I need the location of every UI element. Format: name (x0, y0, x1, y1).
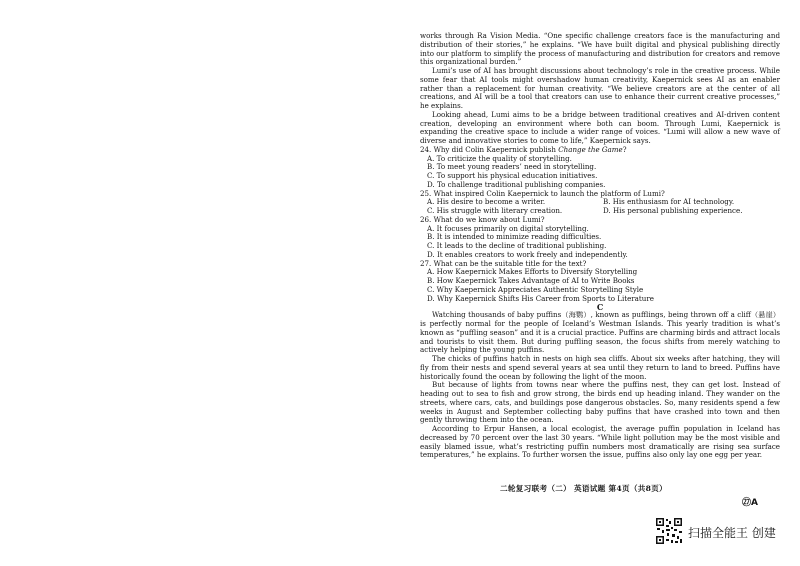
question-25-option-b[interactable]: B. His enthusiasm for AI technology. (603, 197, 735, 207)
question-number: 26. (420, 214, 432, 224)
question-27-option-d[interactable]: D. Why Kaepernick Shifts His Career from Sports to Literature (427, 293, 654, 303)
question-24-option-a[interactable]: A. To criticize the quality of storytelling. (427, 153, 572, 163)
question-number: 24. (420, 144, 432, 154)
corner-mark: ㉗A (742, 498, 758, 508)
question-stem: What can be the suitable title for the text? (433, 258, 587, 268)
scanner-brand-label: 扫描全能王 创建 (688, 526, 776, 540)
passage-b-paragraph-2: Lumi’s use of AI has brought discussions about technology’s role in the creative process. While some fear that AI tools might overshadow human creativity, Kaepernick sees AI as an enabler rather than a replacement for human creativity. “We believe creators are at the center of all creations, and AI will be a tool that creators can use to enhance their current creative processes,” he explains. (420, 66, 780, 110)
book-title: Change the Game (558, 144, 623, 154)
page-footer: 二轮复习联考（二） 英语试题 第4页（共8页） (500, 484, 668, 493)
passage-c-paragraph-1: Watching thousands of baby puffins（海鹦）, known as pufflings, being thrown off a cliff（悬崖）is perfectly normal for the people of Iceland’s Westman Islands. This yearly tradition is what’s known as “puffling season” and it is a crucial practice. Puffins are charming birds and attract locals and tourists to visit them. But during puffling season, the focus shifts from merely watching to actively helping the young puffins. (420, 310, 780, 355)
question-27-option-a[interactable]: A. How Kaepernick Makes Efforts to Diversify Storytelling (427, 267, 638, 277)
passage-b-paragraph-1: works through Ra Vision Media. “One specific challenge creators face is the manufacturing and distribution of their stories,” he explains. “We have built digital and physical publishing directly into our platform to simplify the process of manufacturing and distribution for creators and remove this organizational burden.” (420, 31, 780, 67)
question-stem: What inspired Colin Kaepernick to launch the platform of Lumi? (433, 188, 665, 198)
question-number: 27. (420, 258, 432, 268)
passage-c-paragraph-4: According to Erpur Hansen, a local ecologist, the average puffin population in Iceland has decreased by 70 percent over the last 30 years. “While light pollution may be the most visible and easily blamed issue, what’s restricting puffin numbers most dramatically are rising sea surface temperatures,” he explains. To further worsen the issue, puffins also only lay one egg per year. (420, 424, 780, 460)
section-c-heading: C (596, 302, 604, 313)
qr-code-icon (655, 517, 683, 545)
question-25-option-c[interactable]: C. His struggle with literary creation. (427, 206, 563, 215)
question-stem: What do we know about Lumi? (433, 214, 545, 224)
question-24-option-c[interactable]: C. To support his physical education initiatives. (427, 171, 598, 180)
passage-b-paragraph-3: Looking ahead, Lumi aims to be a bridge between traditional creatives and AI-driven content creation, developing an environment where both can boom. Through Lumi, Kaepernick is expanding the creative space to include a wider range of voices. “Lumi will allow a new wave of diverse and innovative stories to come to life,” Kaepernick says. (420, 109, 780, 145)
question-25-option-a[interactable]: A. His desire to become a writer. (427, 197, 546, 207)
question-27-option-c[interactable]: C. Why Kaepernick Appreciates Authentic Storytelling Style (427, 284, 644, 294)
question-24-option-d[interactable]: D. To challenge traditional publishing companies. (427, 179, 606, 189)
question-24-option-b[interactable]: B. To meet young readers’ need in storytelling. (427, 162, 597, 172)
reading-column (420, 32, 780, 460)
question-26-option-a[interactable]: A. It focuses primarily on digital storytelling. (427, 223, 589, 233)
passage-c-paragraph-3: But because of lights from towns near where the puffins nest, they can get lost. Instead of heading out to sea to fish and grow strong, the birds end up heading inland. They wander on the streets, where cars, cats, and buildings pose dangerous obstacles. So, many residents spend a few weeks in August and September collecting baby puffins that have crashed into town and then gently throwing them into the ocean. (420, 380, 780, 425)
question-25-option-d[interactable]: D. His personal publishing experience. (603, 206, 743, 215)
question-number: 25. (420, 188, 432, 198)
question-24: 24. Why did Colin Kaepernick publish Change the Game? (420, 144, 627, 154)
question-26-option-d[interactable]: D. It enables creators to work freely and independently. (427, 249, 628, 259)
question-26-option-b[interactable]: B. It is intended to minimize reading difficulties. (427, 232, 602, 242)
question-26-option-c[interactable]: C. It leads to the decline of traditional publishing. (427, 241, 607, 250)
passage-c-paragraph-2: The chicks of puffins hatch in nests on high sea cliffs. About six weeks after hatching, they will fly from their nests and spend several years at sea until they return to land to breed. Puffins have historically found the ocean by following the light of the moon. (420, 354, 780, 381)
question-27-option-b[interactable]: B. How Kaepernick Takes Advantage of AI to Write Books (427, 276, 635, 285)
question-stem: Why did Colin Kaepernick publish (433, 144, 559, 154)
